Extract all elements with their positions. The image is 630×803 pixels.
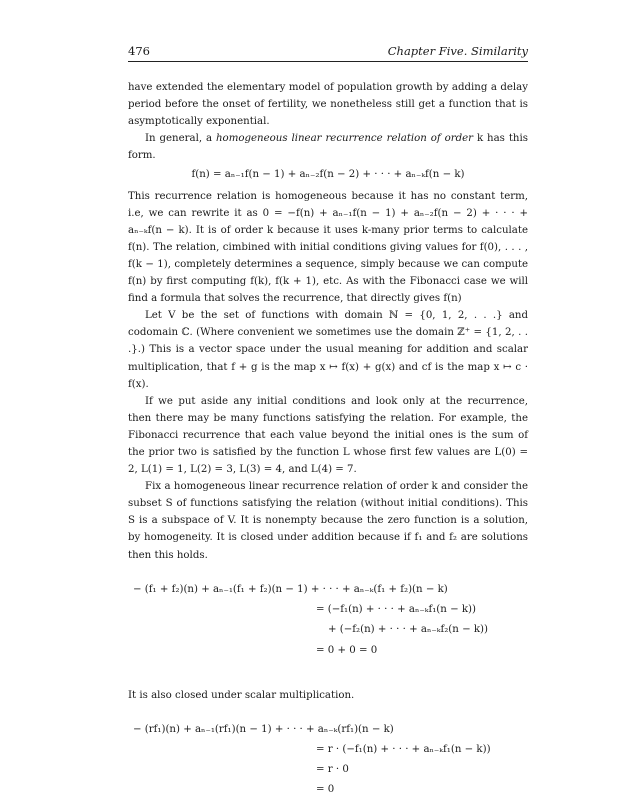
scalar-line-3: = r · 0 — [316, 763, 349, 775]
defined-term: homogeneous linear recurrence relation of order — [216, 133, 474, 145]
body-text — [128, 79, 528, 803]
paragraph-definition — [128, 130, 528, 164]
chapter-title: Chapter Five. Similarity — [387, 44, 528, 58]
addition-line-1: − (f₁ + f₂)(n) + aₙ₋₁(f₁ + f₂)(n − 1) + · · · + aₙ₋ₖ(f₁ + f₂)(n − k) — [133, 583, 448, 595]
paragraph-scalar: It is also closed under scalar multiplication. — [128, 689, 355, 701]
definition-lead: In general, a — [145, 133, 216, 145]
definition-tail: k has this form. — [128, 133, 528, 162]
running-header — [128, 44, 528, 60]
paragraph-homogeneous: This recurrence relation is homogeneous because it has no constant term, i.e, we can rewrite it as 0 = −f(n) + aₙ₋₁f(n − 1) + aₙ₋₂f(n − 2) + · · · + aₙ₋ₖf(n − k). It is of order k because it uses k-many prior terms to calculate f(n). The relation, cimbined with initial conditions giving values for f(0), . . . , f(k − 1), completely determines a sequence, simply because we can compute f(n) by first computing f(k), f(k + 1), etc. As with the Fibonacci case we will find a formula that solves the recurrence, that directly gives f(n) — [128, 190, 528, 305]
closure-scalar-derivation — [128, 721, 528, 803]
recurrence-equation: f(n) = aₙ₋₁f(n − 1) + aₙ₋₂f(n − 2) + · · · + aₙ₋ₖf(n − k) — [191, 169, 465, 181]
scalar-line-4: = 0 — [316, 783, 335, 795]
paragraph-vector-space: Let V be the set of functions with domain ℕ = {0, 1, 2, . . .} and codomain ℂ. (Where convenient we sometimes use the domain ℤ⁺ = {1, 2, . . .}.) This is a vector space under the usual meaning for addition and scalar multiplication, that f + g is the map x ↦ f(x) + g(x) and cf is the map x ↦ c · f(x). — [128, 310, 528, 390]
closure-addition-derivation — [128, 581, 528, 673]
paragraph-continuation: have extended the elementary model of population growth by adding a delay period before the onset of fertility, we nonetheless still get a function that is asymptotically exponential. — [128, 82, 528, 128]
addition-line-2: = (−f₁(n) + · · · + aₙ₋ₖf₁(n − k)) — [316, 603, 476, 615]
scalar-line-1: − (rf₁)(n) + aₙ₋₁(rf₁)(n − 1) + · · · + aₙ₋ₖ(rf₁)(n − k) — [133, 723, 394, 735]
addition-line-4: = 0 + 0 = 0 — [316, 644, 378, 656]
addition-line-3: + (−f₂(n) + · · · + aₙ₋ₖf₂(n − k)) — [328, 623, 488, 635]
scalar-line-2: = r · (−f₁(n) + · · · + aₙ₋ₖf₁(n − k)) — [316, 743, 491, 755]
header-rule — [128, 61, 528, 62]
page-number: 476 — [128, 44, 150, 58]
paragraph-fibonacci-example: If we put aside any initial conditions and look only at the recurrence, then there may be many functions satisfying the relation. For example, the Fibonacci recurrence that each value beyond the initial ones is the sum of the prior two is satisfied by the function L whose first few values are L(0) = 2, L(1) = 1, L(2) = 3, L(3) = 4, and L(4) = 7. — [128, 395, 528, 476]
paragraph-subspace: Fix a homogeneous linear recurrence relation of order k and consider the subset S of functions satisfying the relation (without initial conditions). This S is a subspace of V. It is nonempty because the zero function is a solution, by homogeneity. It is closed under addition because if f₁ and f₂ are solutions then this holds. — [128, 481, 528, 561]
